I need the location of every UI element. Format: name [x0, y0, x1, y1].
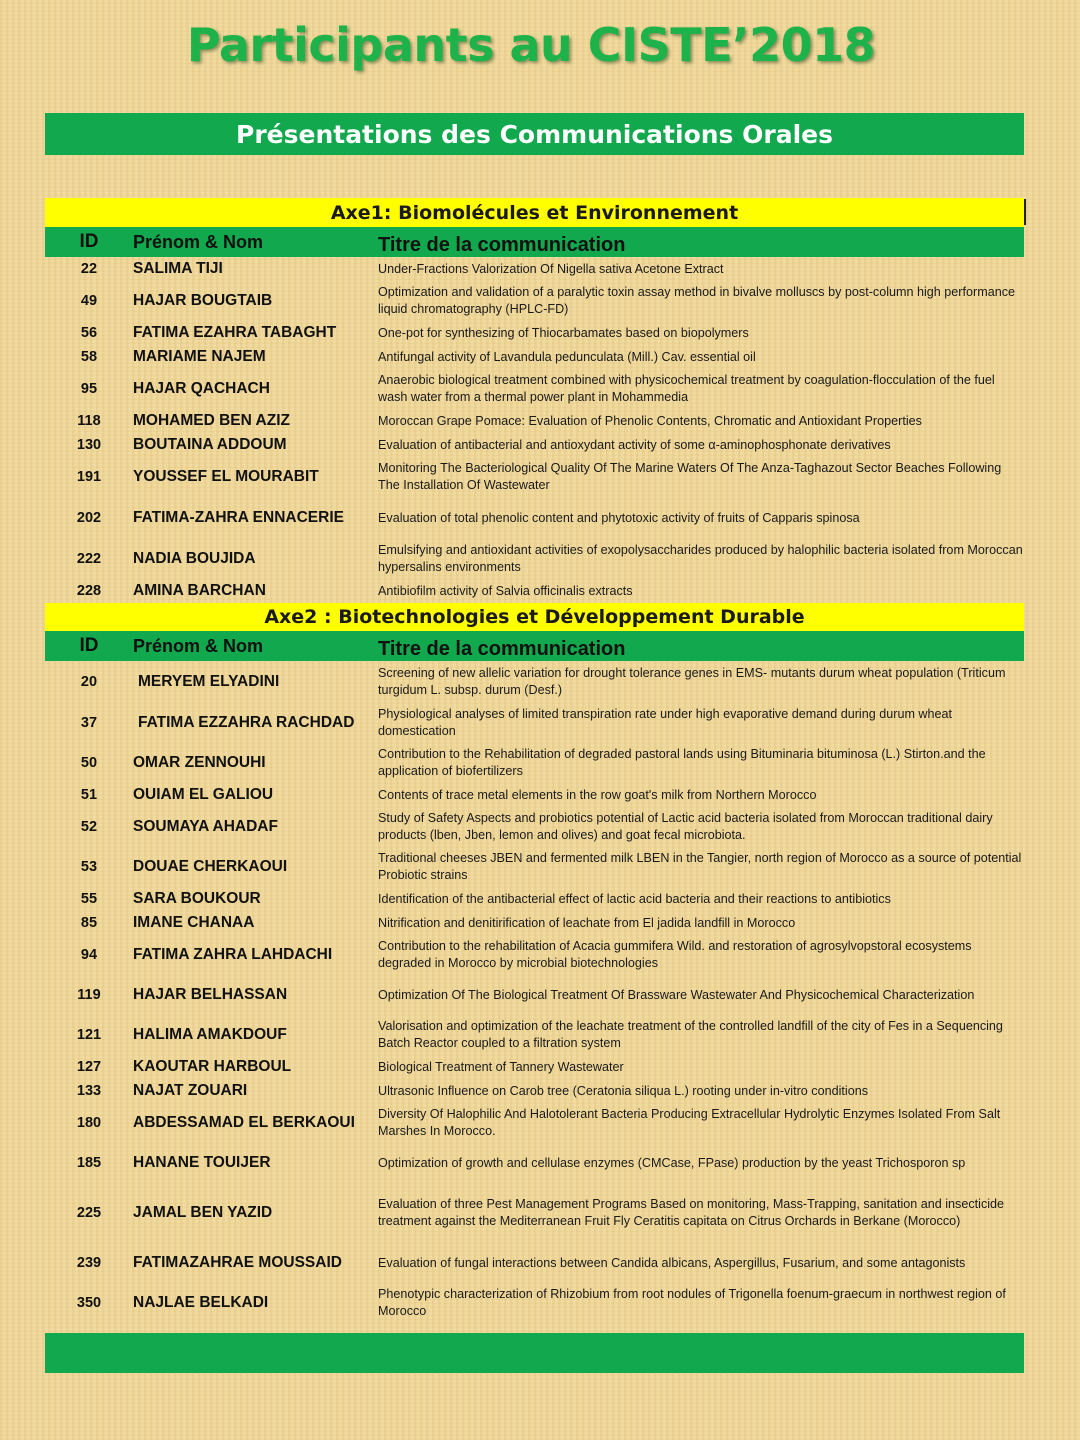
participant-name: SOUMAYA AHADAF	[133, 818, 278, 835]
communication-title: Anaerobic biological treatment combined with physicochemical treatment by coagulation-flocculation of the fuel wash water from a thermal power plant in Mohammedia	[378, 373, 995, 404]
table-row	[45, 321, 1024, 345]
table-row	[45, 433, 1024, 457]
participant-id: 191	[76, 469, 102, 485]
participant-name: BOUTAINA ADDOUM	[133, 436, 287, 453]
participant-id: 51	[80, 787, 98, 803]
participant-name: HANANE TOUIJER	[133, 1154, 271, 1171]
communication-title: Emulsifying and antioxidant activities of exopolysaccharides produced by halophilic bacteria isolated from Moroccan hypersalins environments	[378, 543, 1023, 574]
communication-title: Diversity Of Halophilic And Halotolerant Bacteria Producing Extracellular Hydrolytic Enzymes Isolated From Salt Marshes In Morocco.	[378, 1107, 1001, 1138]
participant-name: HAJAR BOUGTAIB	[133, 292, 273, 309]
communication-title: Evaluation of fungal interactions between Candida albicans, Aspergillus, Fusarium, and some antagonists	[378, 1255, 966, 1270]
participant-name: OMAR ZENNOUHI	[133, 754, 266, 771]
table-row	[45, 1079, 1024, 1103]
table-row	[45, 579, 1024, 603]
table-row	[45, 975, 1024, 1015]
communication-title: Evaluation of total phenolic content and phytotoxic activity of fruits of Capparis spinosa	[378, 510, 860, 525]
participant-id: 56	[80, 325, 98, 341]
participant-id: 127	[76, 1059, 102, 1075]
column-header-row	[45, 631, 1024, 661]
table-row	[45, 409, 1024, 433]
participant-id: 239	[76, 1255, 102, 1271]
communication-title: Moroccan Grape Pomace: Evaluation of Phenolic Contents, Chromatic and Antioxidant Properties	[378, 413, 922, 428]
participant-id: 350	[76, 1295, 102, 1311]
participant-name: SARA BOUKOUR	[133, 890, 261, 907]
participant-id: 118	[77, 413, 101, 429]
communication-title: Contribution to the Rehabilitation of degraded pastoral lands using Bituminaria bituminosa (L.) Stirton.and the application of biofertilizers	[378, 747, 986, 778]
table-row	[45, 661, 1024, 703]
presentations-table	[45, 198, 1024, 1323]
participant-id: 55	[80, 891, 98, 907]
table-row	[45, 1283, 1024, 1323]
table-row	[45, 783, 1024, 807]
communication-title: Contents of trace metal elements in the row goat's milk from Northern Morocco	[378, 787, 817, 802]
column-header-name: Prénom & Nom	[133, 635, 264, 656]
participant-name: AMINA BARCHAN	[133, 582, 266, 599]
participant-name: KAOUTAR HARBOUL	[133, 1058, 292, 1075]
participant-name: IMANE CHANAA	[133, 914, 255, 931]
column-header-id: ID	[79, 231, 99, 252]
communication-title: Antifungal activity of Lavandula pedunculata (Mill.) Cav. essential oil	[378, 349, 756, 364]
column-header-title: Titre de la communication	[378, 233, 626, 256]
participant-name: FATIMAZAHRAE MOUSSAID	[133, 1254, 342, 1271]
participant-name: MERYEM ELYADINI	[138, 673, 280, 690]
participant-name: OUIAM EL GALIOU	[133, 786, 274, 803]
axis-2-header: Axe2 : Biotechnologies et Développement Durable	[45, 603, 1024, 631]
communication-title: Traditional cheeses JBEN and fermented milk LBEN in the Tangier, north region of Morocco as a source of potential Probiotic strains	[378, 851, 1022, 882]
participant-id: 202	[76, 510, 102, 526]
table-row	[45, 743, 1024, 783]
communication-title: Study of Safety Aspects and probiotics potential of Lactic acid bacteria isolated from Moroccan traditional dairy products (lben, Jben, lemon and olives) and goat fecal microbiota.	[378, 811, 993, 842]
participant-name: HALIMA AMAKDOUF	[133, 1026, 287, 1043]
participant-name: MARIAME NAJEM	[133, 348, 266, 365]
participant-name: FATIMA-ZAHRA ENNACERIE	[133, 509, 344, 526]
participant-name: JAMAL BEN YAZID	[133, 1204, 273, 1221]
communication-title: Phenotypic characterization of Rhizobium from root nodules of Trigonella foenum-graecum in northwest region of Morocco	[378, 1287, 1006, 1318]
participant-name: FATIMA ZAHRA LAHDACHI	[133, 946, 333, 963]
participant-id: 20	[80, 674, 98, 690]
table-row	[45, 1103, 1024, 1143]
communication-title: Valorisation and optimization of the leachate treatment of the controlled landfill of the city of Fes in a Sequencing Batch Reactor coupled to a filtration system	[378, 1019, 1003, 1050]
table-row	[45, 911, 1024, 935]
table-row	[45, 887, 1024, 911]
participant-name: HAJAR BELHASSAN	[133, 986, 288, 1003]
participant-name: YOUSSEF EL MOURABIT	[133, 468, 319, 485]
table-row	[45, 457, 1024, 497]
table-row	[45, 1015, 1024, 1055]
table-row	[45, 1143, 1024, 1183]
table-row	[45, 369, 1024, 409]
section-title: Présentations des Communications Orales	[45, 113, 1024, 155]
communication-title: Physiological analyses of limited transpiration rate under high evaporative demand during durum wheat domestication	[378, 707, 953, 738]
participant-id: 228	[76, 583, 102, 599]
participant-id: 49	[80, 293, 98, 309]
participant-id: 95	[80, 381, 98, 397]
column-header-title: Titre de la communication	[378, 637, 626, 660]
table-row	[45, 1055, 1024, 1079]
page-title: Participants au CISTE’2018	[186, 18, 876, 72]
column-header-row	[45, 227, 1024, 257]
participant-id: 119	[77, 987, 101, 1003]
communication-title: Screening of new allelic variation for drought tolerance genes in EMS- mutants durum wheat population (Triticum turgidum L. subsp. durum (Desf.)	[378, 666, 1006, 697]
table-row	[45, 847, 1024, 887]
communication-title: Contribution to the rehabilitation of Acacia gummifera Wild. and restoration of agrosylvopstoral ecosystems degraded in Morocco by microbial biotechnologies	[378, 939, 972, 970]
table-row	[45, 1183, 1024, 1243]
participant-name: DOUAE CHERKAOUI	[133, 858, 288, 875]
table-row	[45, 281, 1024, 321]
communication-title: Optimization of growth and cellulase enzymes (CMCase, FPase) production by the yeast Trichosporon sp	[378, 1155, 966, 1170]
participant-id: 37	[80, 715, 98, 731]
participant-id: 50	[80, 755, 98, 771]
table-row	[45, 1243, 1024, 1283]
communication-title: Monitoring The Bacteriological Quality Of The Marine Waters Of The Anza-Taghazout Sector Beaches Following The Installation Of Wastewater	[378, 461, 1002, 492]
participant-id: 121	[76, 1027, 102, 1043]
communication-title: Evaluation of three Pest Management Programs Based on monitoring, Mass-Trapping, sanitation and insecticide treatment against the Mediterranean Fruit Fly Ceratitis capitata on Citrus Orchards in Berkane (Morocco)	[378, 1197, 1005, 1228]
participant-id: 225	[76, 1205, 102, 1221]
column-header-name: Prénom & Nom	[133, 231, 264, 252]
communication-title: Optimization and validation of a paralytic toxin assay method in bivalve molluscs by post-column high performance liquid chromatography (HPLC-FD)	[378, 285, 1015, 316]
participant-name: ABDESSAMAD EL BERKAOUI	[133, 1114, 355, 1131]
participant-id: 180	[76, 1115, 102, 1131]
communication-title: Ultrasonic Influence on Carob tree (Ceratonia siliqua L.) rooting under in-vitro conditions	[378, 1083, 869, 1098]
communication-title: Antibiofilm activity of Salvia officinalis extracts	[378, 583, 633, 598]
participant-id: 222	[76, 551, 102, 567]
participant-name: NAJLAE BELKADI	[133, 1294, 269, 1311]
table-row	[45, 497, 1024, 539]
communication-title: Nitrification and denitirification of leachate from El jadida landfill in Morocco	[378, 915, 796, 930]
communication-title: Biological Treatment of Tannery Wastewater	[378, 1059, 624, 1074]
communication-title: Under-Fractions Valorization Of Nigella sativa Acetone Extract	[378, 261, 724, 276]
table-row	[45, 539, 1024, 579]
footer-bar	[45, 1333, 1024, 1373]
participant-id: 133	[76, 1083, 102, 1099]
participant-id: 22	[80, 261, 98, 277]
participant-id: 94	[80, 947, 98, 963]
communication-title: Identification of the antibacterial effect of lactic acid bacteria and their reactions to antibiotics	[378, 891, 891, 906]
participant-id: 185	[76, 1155, 102, 1171]
participant-name: HAJAR QACHACH	[133, 380, 270, 397]
participant-name: NAJAT ZOUARI	[133, 1082, 248, 1099]
participant-id: 130	[76, 437, 102, 453]
participant-name: NADIA BOUJIDA	[133, 550, 256, 567]
participant-name: MOHAMED BEN AZIZ	[133, 412, 290, 429]
participant-id: 53	[80, 859, 98, 875]
table-row	[45, 935, 1024, 975]
participant-id: 52	[80, 819, 98, 835]
axis-1-header: Axe1: Biomolécules et Environnement	[45, 198, 1024, 227]
table-row	[45, 257, 1024, 281]
participant-name: FATIMA EZZAHRA RACHDAD	[138, 714, 355, 731]
participant-id: 58	[80, 349, 98, 365]
participant-name: FATIMA EZAHRA TABAGHT	[133, 324, 337, 341]
participant-id: 85	[80, 915, 98, 931]
communication-title: Optimization Of The Biological Treatment Of Brassware Wastewater And Physicochemical Characterization	[378, 987, 975, 1002]
communication-title: Evaluation of antibacterial and antioxydant activity of some α-aminophosphonate derivatives	[378, 437, 891, 452]
communication-title: One-pot for synthesizing of Thiocarbamates based on biopolymers	[378, 325, 749, 340]
table-row	[45, 807, 1024, 847]
column-header-id: ID	[79, 635, 99, 656]
table-row	[45, 703, 1024, 743]
table-row	[45, 345, 1024, 369]
participant-name: SALIMA TIJI	[133, 260, 223, 277]
